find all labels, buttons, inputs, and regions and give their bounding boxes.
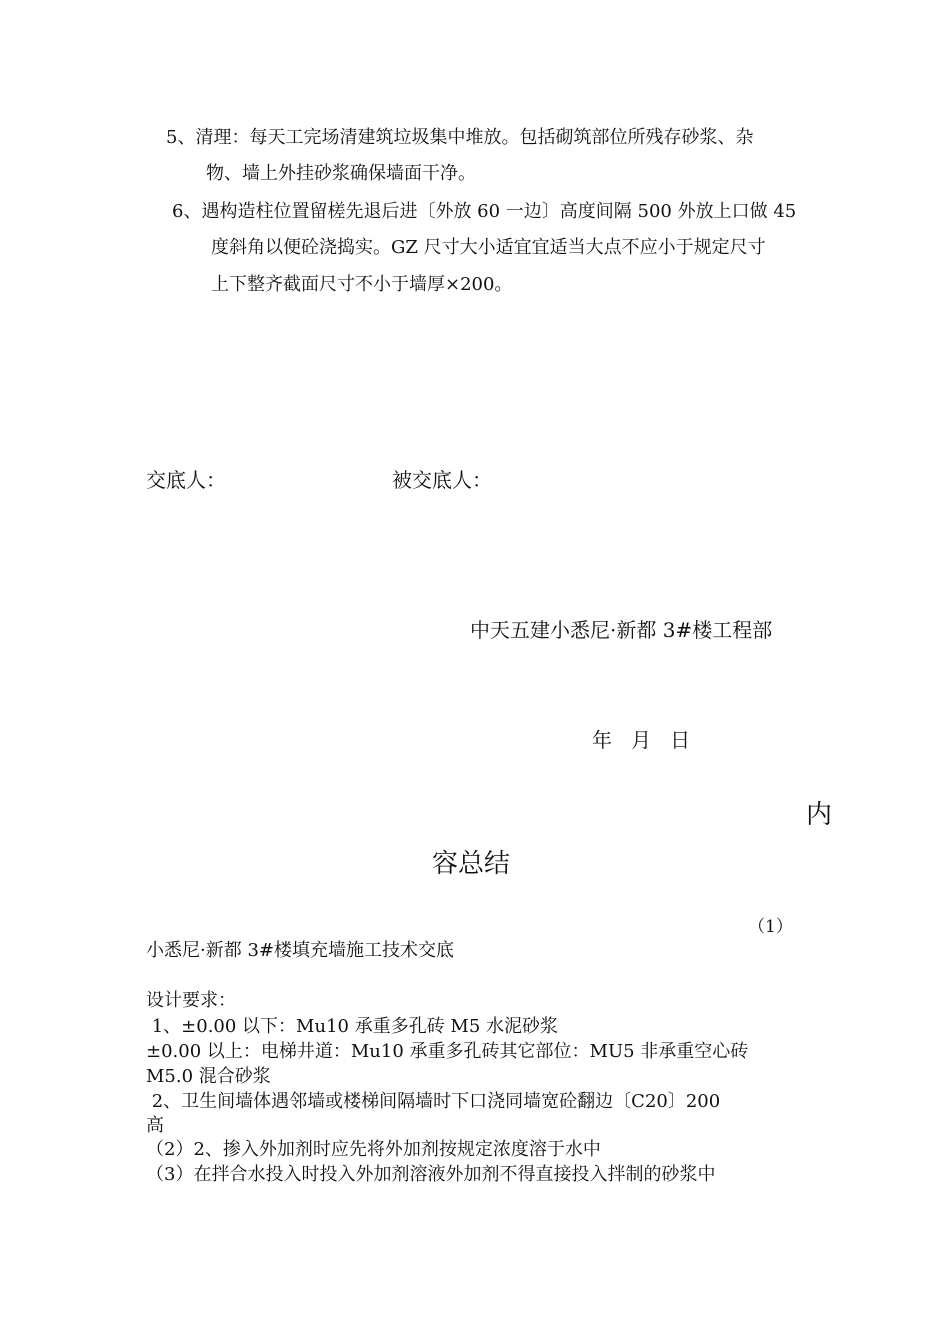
item-5-line-1: 5、清理：每天工完场清建筑垃圾集中堆放。包括砌筑部位所残存砂浆、杂 (166, 127, 754, 148)
item-6-line-1: 6、遇构造柱位置留槎先退后进〔外放 60 一边〕高度间隔 500 外放上口做 45 (172, 201, 797, 222)
summary-heading-part-1: 内 (806, 800, 833, 830)
section-number: （1） (748, 917, 793, 937)
recipient-label: 被交底人： (392, 468, 492, 492)
design-line-1: 1、±0.00 以下：Mu10 承重多孔砖 M5 水泥砂浆 (146, 1016, 559, 1037)
design-line-7: （3）在拌合水投入时投入外加剂溶液外加剂不得直接投入拌制的砂浆中 (146, 1164, 716, 1185)
item-5-line-2: 物、墙上外挂砂浆确保墙面干净。 (206, 163, 476, 184)
design-line-6: （2）2、掺入外加剂时应先将外加剂按规定浓度溶于水中 (146, 1139, 601, 1160)
organization-name: 中天五建小悉尼·新都 3#楼工程部 (470, 618, 773, 642)
summary-heading-part-2: 容总结 (432, 849, 511, 879)
design-line-4: 2、卫生间墙体遇邻墙或楼梯间隔墙时下口浇同墙宽砼翻边〔C20〕200 (146, 1091, 721, 1112)
item-6-line-2: 度斜角以便砼浇捣实。GZ 尺寸大小适宜宜适当大点不应小于规定尺寸 (211, 237, 766, 258)
design-line-3: M5.0 混合砂浆 (146, 1066, 271, 1087)
date-line: 年 月 日 (592, 728, 691, 752)
design-line-5: 高 (146, 1115, 164, 1136)
design-requirements-heading: 设计要求： (146, 990, 236, 1011)
design-line-2: ±0.00 以上：电梯井道：Mu10 承重多孔砖其它部位：MU5 非承重空心砖 (146, 1041, 749, 1062)
item-6-line-3: 上下整齐截面尺寸不小于墙厚×200。 (211, 274, 513, 295)
document-title: 小悉尼·新都 3#楼填充墙施工技术交底 (146, 940, 454, 961)
discloser-label: 交底人： (146, 468, 226, 492)
